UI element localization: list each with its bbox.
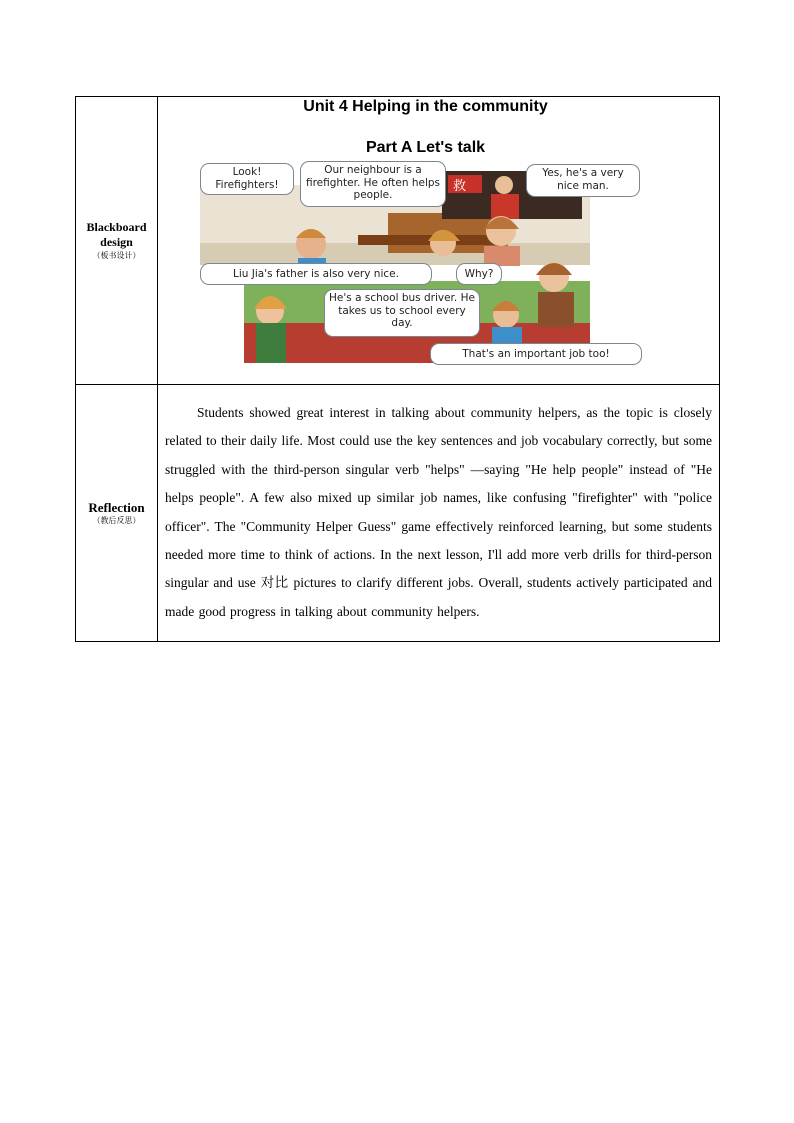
unit-title: Unit 4 Helping in the community [303,98,548,115]
reflection-content-cell [158,385,720,642]
reflection-label-cell [76,385,158,642]
bubble-yes: Yes, he's a very nice man. [526,164,640,197]
firefighter-head [495,176,513,194]
bubble-important: That's an important job too! [430,343,642,365]
reflection-label: Reflection [88,500,145,515]
blackboard-row [76,97,720,385]
blackboard-label: Blackboard design [86,220,147,249]
blackboard-content-cell [158,97,720,385]
bubble-driver: He's a school bus driver. He takes us to school every day. [324,289,480,337]
blackboard-design [158,97,719,384]
lets-talk-illustration [198,163,644,371]
reflection-text: Students showed great interest in talking about community helpers, as the topic is closely related to their daily life. Most could use the key sentences and job vocabulary correctly, but some struggled with the third-person singular verb "helps" —saying "He help people" instead of "He helps people". A few also mixed up similar job names, like confusing "firefighter" with "police officer". The "Community Helper Guess" game effectively reinforced learning, but some students needed more time to think of actions. In the next lesson, I'll add more verb drills for third-person singular and use 对比 pictures to clarify different jobs. Overall, students actively participated and made good progress in talking about community helpers. [165,404,712,619]
girl2-body [256,323,286,363]
tv-sign-text: 救 [453,179,467,194]
mother2-body [538,292,574,327]
counter [358,235,498,245]
firefighter-body [491,194,519,219]
bubble-neighbour: Our neighbour is a firefighter. He often helps people. [300,161,446,207]
reflection-label-zh: （教后反思） [92,516,141,525]
part-title: Part A Let's talk [365,139,486,156]
bubble-why: Why? [456,263,502,285]
bubble-father: Liu Jia's father is also very nice. [200,263,432,285]
blackboard-label-zh: （板书设计） [92,251,141,260]
bubble-look: Look! Firefighters! [200,163,294,195]
reflection-row [76,385,720,642]
lesson-plan-table [75,96,720,642]
